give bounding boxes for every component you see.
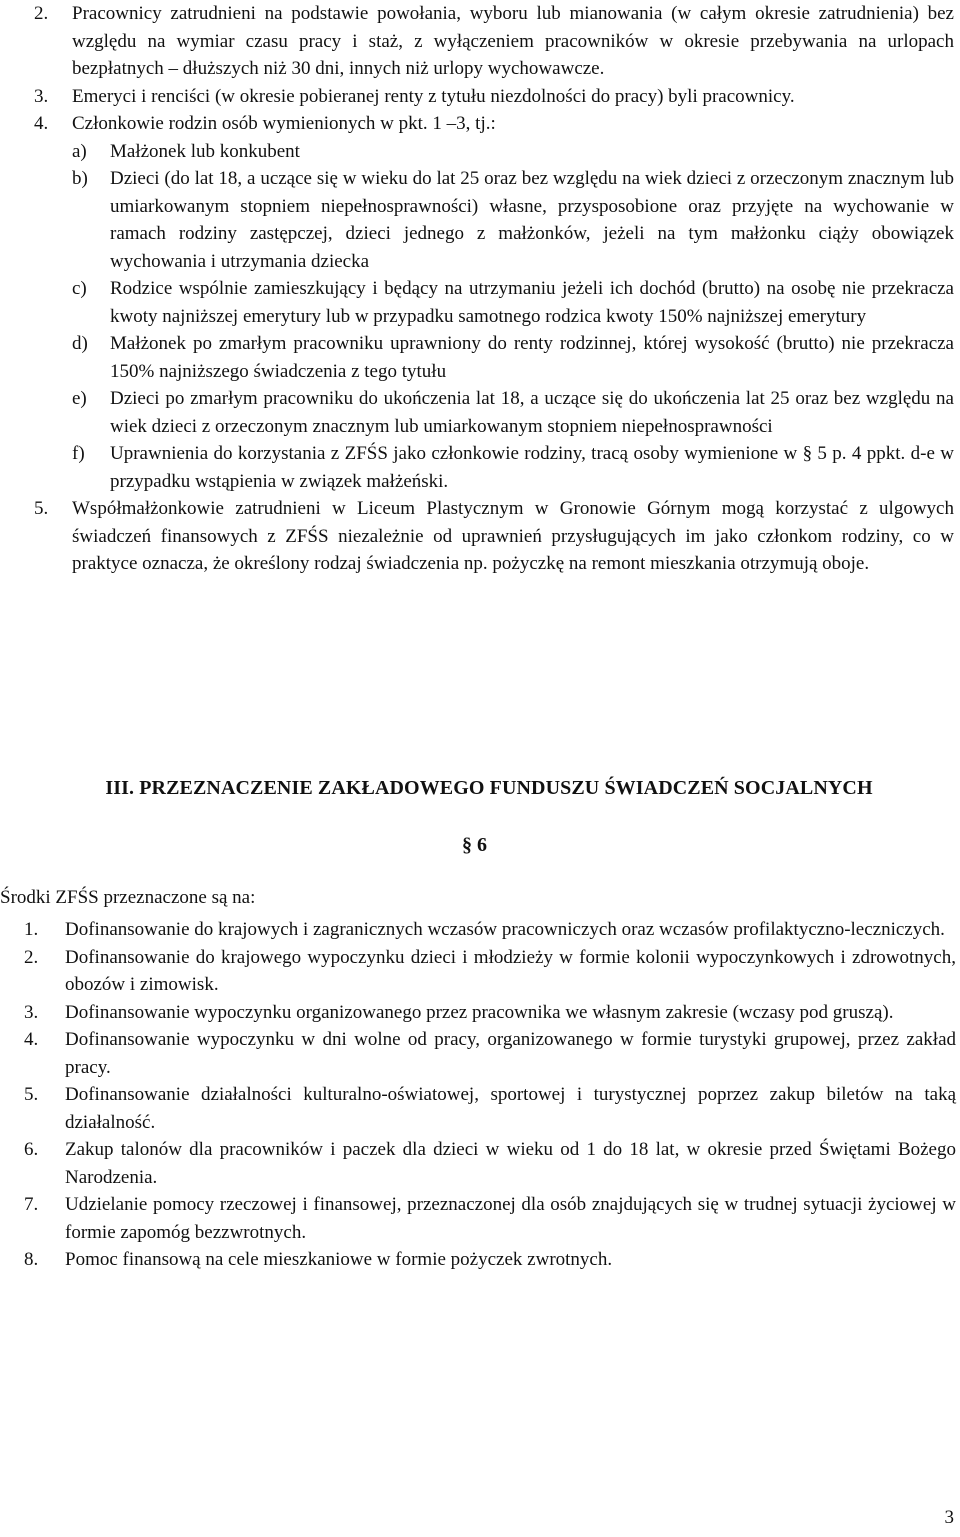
list-item-number: 3. xyxy=(34,85,49,107)
list-item xyxy=(24,1026,956,1081)
sublist-item-text: Dzieci (do lat 18, a uczące się w wieku do lat 25 oraz bez względu na wiek dzieci z orzeczonym znacznym lub umiarkowanym stopniem niepełnosprawności) własne, przysposobione oraz przyjęte na wychowanie w ramach rodziny zastępczej, dzieci jednego z małżonków, jeżeli na tym małżonku ciąży obowiązek wychowania i utrzymania dziecka xyxy=(110,168,954,272)
list-item-number: 8. xyxy=(24,1249,39,1270)
sublist-item-letter: f) xyxy=(72,443,85,464)
sublist-item-letter: e) xyxy=(72,388,87,409)
sublist-item xyxy=(72,385,954,440)
list-item-number: 3. xyxy=(24,1001,39,1023)
list-item xyxy=(24,944,956,999)
list-item-text: Emeryci i renciści (w okresie pobieranej renty z tytułu niezdolności do pracy) byli pracownicy. xyxy=(72,85,795,107)
sublist-item-text: Małżonek po zmarłym pracowniku uprawniony do renty rodzinnej, której wysokość (brutto) nie przekracza 150% najniższego świadczenia z tego tytułu xyxy=(110,333,954,382)
list-item-number: 5. xyxy=(24,1084,39,1105)
list-item xyxy=(24,916,956,944)
list-item-number: 2. xyxy=(24,946,39,968)
paragraph-sign: § 6 xyxy=(462,834,487,856)
page-number: 3 xyxy=(944,1507,954,1528)
list-item xyxy=(24,1246,956,1274)
sublist-item xyxy=(72,138,954,166)
sublist-item-text: Małżonek lub konkubent xyxy=(110,140,300,162)
sublist-item xyxy=(72,275,954,330)
list-item xyxy=(34,83,954,111)
list-item-number: 6. xyxy=(24,1139,39,1160)
sublist-item xyxy=(72,165,954,275)
sublist-item-letter: d) xyxy=(72,333,88,354)
list-item xyxy=(34,495,954,578)
list-item-text: Dofinansowanie do krajowych i zagranicznych wczasów pracowniczych oraz wczasów profilaktyczno-leczniczych. xyxy=(65,919,945,940)
list-item-number: 7. xyxy=(24,1194,39,1215)
list-item-text: Współmałżonkowie zatrudnieni w Liceum Plastycznym w Gronowie Górnym mogą korzystać z ulgowych świadczeń finansowych z ZFŚS niezależnie od uprawnień przysługujących im jako członkom rodziny, co w praktyce oznacza, że określony rodzaj świadczenia np. pożyczkę na remont mieszkania otrzymują oboje. xyxy=(72,498,954,574)
intro-text: Środki ZFŚS przeznaczone są na: xyxy=(0,887,256,908)
list-item-number: 4. xyxy=(34,113,49,134)
list-item-text: Zakup talonów dla pracowników i paczek dla dzieci w wieku od 1 do 18 lat, w okresie przed Świętami Bożego Narodzenia. xyxy=(65,1139,956,1188)
list-item-text: Członkowie rodzin osób wymienionych w pkt. 1 –3, tj.: xyxy=(72,113,496,134)
list-item-number: 2. xyxy=(34,3,49,24)
list-item-text: Pomoc finansową na cele mieszkaniowe w formie pożyczek zwrotnych. xyxy=(65,1249,613,1270)
list-item xyxy=(24,999,956,1027)
section-heading: III. PRZEZNACZENIE ZAKŁADOWEGO FUNDUSZU ŚWIADCZEŃ SOCJALNYCH xyxy=(105,777,873,799)
sublist-item-text: Uprawnienia do korzystania z ZFŚS jako członkowie rodziny, tracą osoby wymienione w § 5 p. 4 ppkt. d-e w przypadku wstąpienia w związek małżeński. xyxy=(110,443,954,492)
list-item-text: Dofinansowanie działalności kulturalno-oświatowej, sportowej i turystycznej poprzez zakup biletów na taką działalność. xyxy=(65,1084,956,1133)
list-item xyxy=(24,1081,956,1136)
list-item-number: 5. xyxy=(34,498,49,519)
list-item xyxy=(24,1136,956,1191)
list-item xyxy=(34,110,954,495)
list-item xyxy=(24,1191,956,1246)
list-item-text: Dofinansowanie do krajowego wypoczynku dzieci i młodzieży w formie kolonii wypoczynkowych i zdrowotnych, obozów i zimowisk. xyxy=(65,946,956,995)
list-item-text: Udzielanie pomocy rzeczowej i finansowej, przeznaczonej dla osób znajdujących się w trudnej sytuacji życiowej w formie zapomóg bezzwrotnych. xyxy=(65,1194,956,1243)
sublist-item-text: Dzieci po zmarłym pracowniku do ukończenia lat 18, a uczące się do ukończenia lat 25 oraz bez względu na wiek dzieci z orzeczonym znacznym lub umiarkowanym stopniem niepełnosprawności xyxy=(110,388,954,437)
list-item-number: 4. xyxy=(24,1029,39,1050)
family-members-sublist xyxy=(72,138,954,496)
eligibility-list xyxy=(34,0,954,578)
sublist-item-letter: c) xyxy=(72,278,87,299)
sublist-item xyxy=(72,330,954,385)
sublist-item xyxy=(72,440,954,495)
list-item-text: Pracownicy zatrudnieni na podstawie powołania, wyboru lub mianowania (w całym okresie zatrudnienia) bez względu na wymiar czasu pracy i staż, z wyłączeniem pracowników w okresie przebywania na urlopach bezpłatnych – dłuższych niż 30 dni, innych niż urlopy wychowawcze. xyxy=(72,3,954,79)
list-item xyxy=(34,0,954,83)
list-item-number: 1. xyxy=(24,919,39,940)
sublist-item-letter: a) xyxy=(72,140,87,162)
sublist-item-letter: b) xyxy=(72,168,88,189)
list-item-text: Dofinansowanie wypoczynku organizowanego przez pracownika we własnym zakresie (wczasy pod gruszą). xyxy=(65,1001,894,1023)
list-item-text: Dofinansowanie wypoczynku w dni wolne od pracy, organizowanego w formie turystyki grupowej, przez zakład pracy. xyxy=(65,1029,956,1078)
sublist-item-text: Rodzice wspólnie zamieszkujący i będący na utrzymaniu jeżeli ich dochód (brutto) na osobę nie przekracza kwoty najniższej emerytury lub w przypadku samotnego rodzica kwoty 150% najniższej emerytury xyxy=(110,278,954,327)
fund-purposes-list xyxy=(24,916,956,1274)
